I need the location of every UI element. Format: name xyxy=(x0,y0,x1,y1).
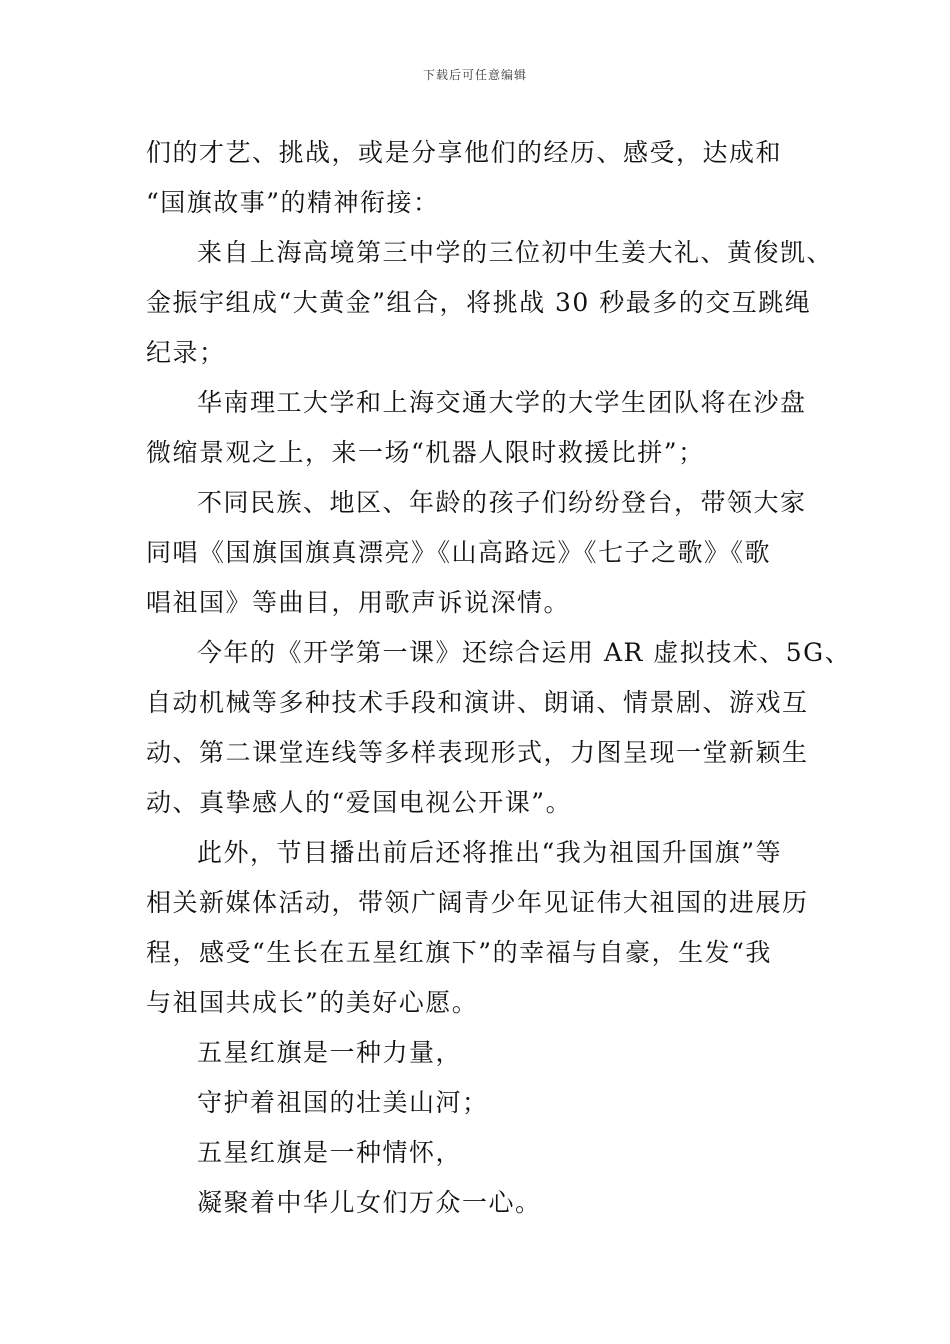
text-line: 与祖国共成长”的美好心愿。 xyxy=(146,988,479,1017)
header-note: 下载后可任意编辑 xyxy=(422,68,527,82)
paragraph-start: 不同民族、地区、年龄的孩子们纷纷登台，带领大家 xyxy=(197,488,807,517)
text-line: 金振宇组成“大黄金”组合，将挑战 30 秒最多的交互跳绳 xyxy=(146,288,812,317)
paragraph-start: 来自上海高境第三中学的三位初中生姜大礼、黄俊凯、 xyxy=(197,238,834,267)
text-line: 动、真挚感人的“爱国电视公开课”。 xyxy=(146,788,573,817)
poem-line: 五星红旗是一种情怀， xyxy=(197,1138,463,1167)
text-line: 相关新媒体活动，带领广阔青少年见证伟大祖国的进展历 xyxy=(146,888,809,917)
text-line: 同唱《国旗国旗真漂亮》《山高路远》《七子之歌》《歌 xyxy=(146,538,772,567)
document-body xyxy=(146,128,852,1228)
text-line: 程，感受“生长在五星红旗下”的幸福与自豪，生发“我 xyxy=(146,938,772,967)
text-line: 自动机械等多种技术手段和演讲、朗诵、情景剧、游戏互 xyxy=(146,688,809,717)
poem-line: 五星红旗是一种力量， xyxy=(197,1038,463,1067)
paragraph-start: 此外，节目播出前后还将推出“我为祖国升国旗”等 xyxy=(197,838,783,867)
paragraph-start: 华南理工大学和上海交通大学的大学生团队将在沙盘 xyxy=(197,388,807,417)
text-line: 动、第二课堂连线等多样表现形式，力图呈现一堂新颖生 xyxy=(146,738,809,767)
poem-line: 凝聚着中华儿女们万众一心。 xyxy=(197,1188,542,1217)
text-line: 纪录； xyxy=(146,338,226,367)
poem-line: 守护着祖国的壮美山河； xyxy=(197,1088,489,1117)
text-line: 们的才艺、挑战，或是分享他们的经历、感受，达成和 xyxy=(146,138,783,167)
text-line: 唱祖国》等曲目，用歌声诉说深情。 xyxy=(146,588,571,617)
text-line: “国旗故事”的精神衔接： xyxy=(146,188,440,217)
paragraph-start: 今年的《开学第一课》还综合运用 AR 虚拟技术、5G、 xyxy=(197,638,852,667)
text-line: 微缩景观之上，来一场“机器人限时救援比拼”； xyxy=(146,438,705,467)
